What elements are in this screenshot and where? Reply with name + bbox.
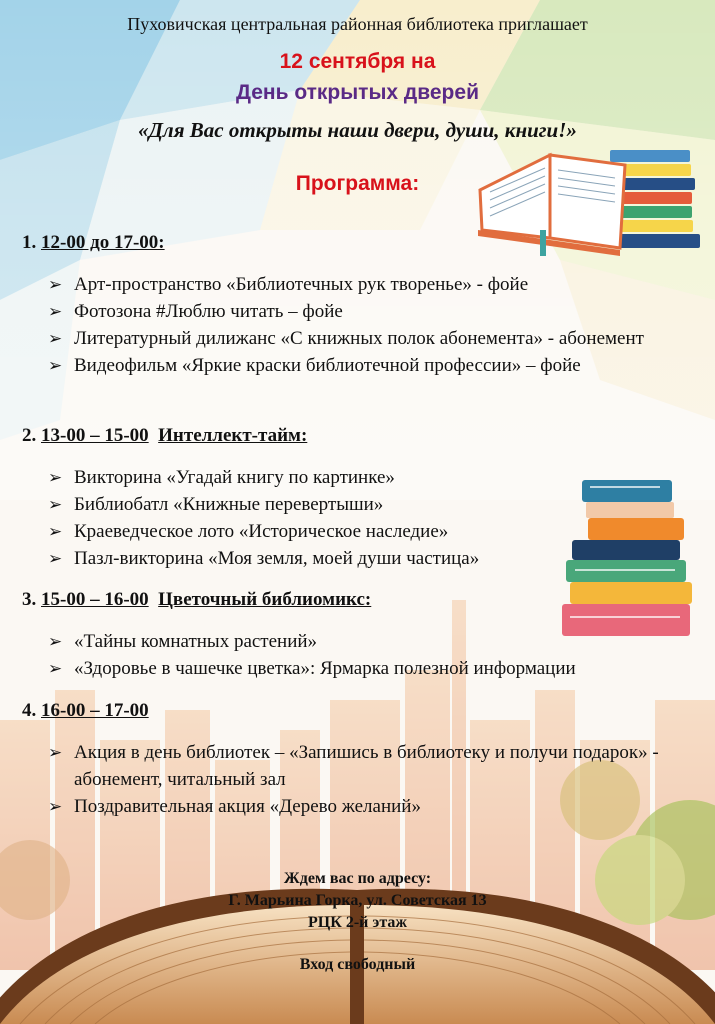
list-item: ➢ Арт-пространство «Библиотечных рук творенье» - фойе (48, 271, 688, 298)
list-item: ➢ Акция в день библиотек – «Запишись в библиотеку и получи подарок» - абонемент, читальный зал (48, 739, 668, 793)
arrow-bullet-icon: ➢ (48, 468, 63, 487)
list-item: ➢ Викторина «Угадай книгу по картинке» (48, 464, 568, 491)
section-title: Интеллект-тайм: (158, 425, 308, 446)
list-item: ➢ Фотозона #Люблю читать – фойе (48, 298, 688, 325)
arrow-bullet-icon: ➢ (48, 495, 63, 514)
list-item: ➢ Поздравительная акция «Дерево желаний» (48, 793, 668, 820)
arrow-bullet-icon: ➢ (48, 632, 63, 651)
section-2-list (48, 464, 568, 572)
event-date: 12 сентября на (279, 50, 436, 73)
invitation-header: Пуховичская центральная районная библиотека приглашает (127, 14, 588, 34)
list-item: ➢ Литературный дилижанс «С книжных полок абонемента» - абонемент (48, 325, 669, 352)
address-intro: Ждем вас по адресу: (283, 870, 432, 887)
arrow-bullet-icon: ➢ (48, 302, 63, 321)
section-number: 2. (22, 425, 37, 446)
open-book-icon (470, 140, 705, 260)
list-item: ➢ Библиобатл «Книжные перевертыши» (48, 491, 568, 518)
list-item: ➢ «Тайны комнатных растений» (48, 628, 698, 655)
free-entry-note: Вход свободный (299, 956, 416, 973)
arrow-bullet-icon: ➢ (48, 329, 63, 348)
section-3-list (48, 628, 698, 682)
list-item: ➢ Пазл-викторина «Моя земля, моей души частица» (48, 545, 568, 572)
section-4-list (48, 739, 668, 820)
section-number: 4. (22, 700, 37, 721)
arrow-bullet-icon: ➢ (48, 275, 63, 294)
section-1-heading (22, 232, 165, 254)
arrow-bullet-icon: ➢ (48, 549, 63, 568)
section-2-heading (22, 425, 307, 447)
address-street: Г. Марьина Горка, ул. Советская 13 (228, 892, 487, 909)
book-stack-icon (560, 475, 700, 645)
arrow-bullet-icon: ➢ (48, 743, 63, 762)
arrow-bullet-icon: ➢ (48, 659, 63, 678)
address-block (0, 868, 715, 976)
section-4-heading (22, 700, 149, 722)
arrow-bullet-icon: ➢ (48, 797, 63, 816)
arrow-bullet-icon: ➢ (48, 356, 63, 375)
section-title: Цветочный библиомикс: (158, 589, 372, 610)
section-3-heading (22, 589, 371, 611)
event-slogan: «Для Вас открыты наши двери, души, книги!» (138, 118, 577, 142)
section-number: 3. (22, 589, 37, 610)
section-number: 1. (22, 232, 37, 253)
program-title (0, 172, 715, 196)
section-time: 15-00 – 16-00 (41, 589, 149, 610)
event-name: День открытых дверей (236, 81, 479, 104)
list-item: ➢ «Здоровье в чашечке цветка»: Ярмарка полезной информации (48, 655, 698, 682)
list-item: ➢ Краеведческое лото «Историческое наследие» (48, 518, 568, 545)
section-time: 13-00 – 15-00 (41, 425, 149, 446)
section-1-list (48, 271, 688, 379)
arrow-bullet-icon: ➢ (48, 522, 63, 541)
list-item: ➢ Видеофильм «Яркие краски библиотечной профессии» – фойе (48, 352, 688, 379)
program-title-text: Программа: (295, 172, 420, 195)
section-time: 12-00 до 17-00: (41, 232, 165, 253)
section-time: 16-00 – 17-00 (41, 700, 149, 721)
address-floor: РЦК 2-й этаж (308, 914, 407, 931)
